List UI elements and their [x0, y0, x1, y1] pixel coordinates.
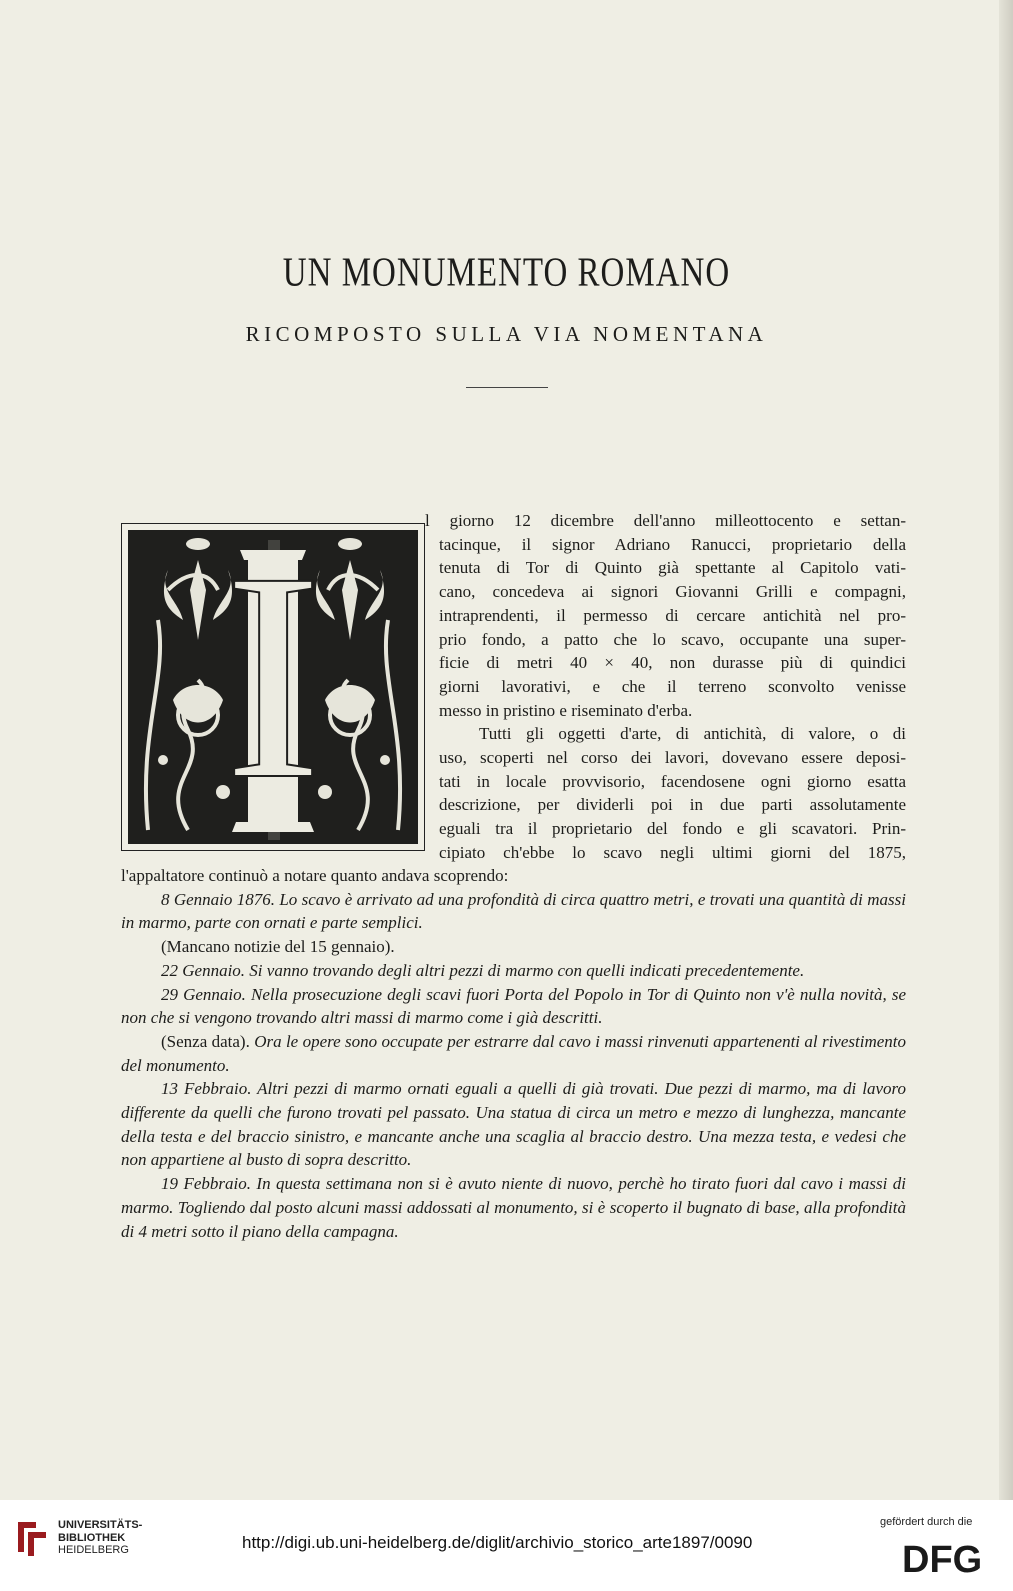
funding-note: gefördert durch die — [880, 1516, 973, 1528]
article-subtitle: RICOMPOSTO SULLA VIA NOMENTANA — [245, 322, 768, 346]
text-line: prio fondo, a patto che lo scavo, occupante una super- — [439, 629, 906, 649]
opening-paragraph — [425, 509, 906, 865]
entry-undated-lead: (Senza data). — [161, 1031, 250, 1051]
entry-jan-29: 29 Gennaio. Nella prosecuzione degli scavi fuori Porta del Popolo in Tor di Quinto non v'è nulla novità, se non che si vengono trovando altri massi di marmo come i già descritti. — [121, 984, 906, 1028]
continuation-line: l'appaltatore continuò a notare quanto andava scoprendo: — [121, 866, 509, 885]
text-line: descrizione, per dividerli poi in due parti assolutamente — [439, 795, 906, 815]
text-line: messo in pristino e riseminato d'erba. — [439, 700, 693, 720]
dfg-logo-icon — [900, 1536, 986, 1578]
entry-undated-text: Ora le opere sono occupate per estrarre dal cavo i massi rinvenuti appartenenti al rivestimento del monumento. — [121, 1031, 906, 1075]
entry-missing-note: (Mancano notizie del 15 gennaio). — [161, 937, 395, 957]
text-line: l giorno 12 dicembre dell'anno milleottocento e settan- — [425, 511, 906, 530]
dfg-logo-text: DFG — [902, 1539, 983, 1578]
text-line: eguali tra il proprietario del fondo e gli scavatori. Prin- — [439, 819, 906, 839]
ornament-initial-icon — [128, 530, 418, 844]
entry-undated — [121, 1030, 906, 1077]
body-text — [121, 864, 906, 1243]
text-line: tati in locale provvisorio, facendosene ogni giorno esatta — [439, 771, 906, 791]
text-line: tenuta di Tor di Quinto già spettante al Capitolo vati- — [439, 558, 906, 578]
entry-jan-8: 8 Gennaio 1876. Lo scavo è arrivato ad una profondità di circa quattro metri, e trovati una quantità di massi in marmo, parte con ornati e parte semplici. — [121, 889, 906, 933]
entry-feb-19: 19 Febbraio. In questa settimana non si è avuto niente di nuovo, perchè ho tirato fuori dal cavo i massi di marmo. Togliendo dal posto alcuni massi addossati al monumento, si è scoperto il bugnato di base, alla profondità di 4 metri sotto il piano della campagna. — [121, 1174, 906, 1241]
library-line1: UNIVERSITÄTS- — [58, 1519, 143, 1531]
title-rule — [466, 387, 548, 388]
article-title: UN MONUMENTO ROMANO — [282, 250, 731, 296]
text-line: Tutti gli oggetti d'arte, di antichità, di valore, o di — [479, 724, 906, 744]
entry-jan-22: 22 Gennaio. Si vanno trovando degli altri pezzi di marmo con quelli indicati precedentemente. — [161, 960, 805, 980]
text-line: ficie di metri 40 × 40, non durasse più di quindici — [439, 653, 906, 673]
text-line: cano, concedeva ai signori Giovanni Grilli e compagni, — [439, 582, 906, 602]
library-name — [58, 1519, 142, 1557]
drop-cap-letter: I — [223, 530, 323, 841]
text-line: giorni lavorativi, e che il terreno sconvolto venisse — [439, 676, 906, 696]
library-line2: BIBLIOTHEK — [58, 1531, 126, 1544]
library-line3: HEIDELBERG — [58, 1544, 129, 1556]
university-library-logo-icon — [14, 1518, 50, 1558]
text-line: intraprendenti, il permesso di cercare antichità nel pro- — [439, 605, 906, 625]
permalink-link[interactable]: http://digi.ub.uni-heidelberg.de/diglit/archivio_storico_arte1897/0090 — [242, 1533, 753, 1552]
decorated-initial — [121, 523, 425, 851]
entry-feb-13: 13 Febbraio. Altri pezzi di marmo ornati eguali a quelli di già trovati. Due pezzi di marmo, ma di lavoro differente da quelli che furono trovati pel passato. Una statua di circa un metro e mezzo di lunghezza, mancante della testa e del braccio sinistro, e mancante anche una scaglia al braccio destro. Una mezza testa, e vedesi che non appartiene al busto di sopra descritto. — [121, 1079, 906, 1170]
text-line: tacinque, il signor Adriano Ranucci, proprietario della — [439, 534, 906, 554]
text-line: uso, scoperti nel corso dei lavori, dovevano essere deposi- — [439, 748, 906, 768]
viewer-footer — [0, 1500, 1013, 1591]
page-edge — [999, 0, 1013, 1500]
text-line: cipiato ch'ebbe lo scavo negli ultimi giorni del 1875, — [439, 842, 906, 862]
